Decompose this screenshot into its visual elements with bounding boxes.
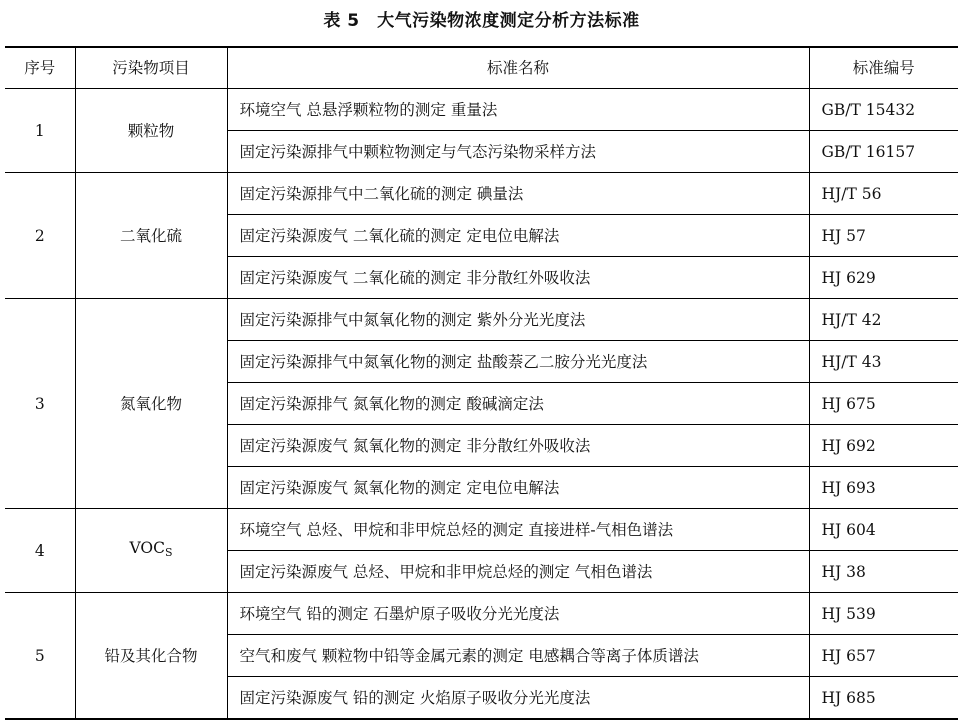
- pollutant-name: 颗粒物: [75, 89, 227, 173]
- header-row: [5, 47, 958, 89]
- standard-code: HJ 693: [809, 467, 958, 509]
- standard-name: 固定污染源排气中二氧化硫的测定 碘量法: [227, 173, 809, 215]
- pollutant-name: 铅及其化合物: [75, 593, 227, 720]
- standard-code: HJ/T 43: [809, 341, 958, 383]
- standard-name: 环境空气 铅的测定 石墨炉原子吸收分光光度法: [227, 593, 809, 635]
- standard-name: 固定污染源废气 二氧化硫的测定 非分散红外吸收法: [227, 257, 809, 299]
- serial-number: 2: [5, 173, 75, 299]
- standard-code: GB/T 16157: [809, 131, 958, 173]
- standard-code: HJ 629: [809, 257, 958, 299]
- standard-name: 固定污染源排气中氮氧化物的测定 盐酸萘乙二胺分光光度法: [227, 341, 809, 383]
- standard-name: 固定污染源排气中氮氧化物的测定 紫外分光光度法: [227, 299, 809, 341]
- standard-code: HJ 57: [809, 215, 958, 257]
- pollutant-name: 氮氧化物: [75, 299, 227, 509]
- standard-code: GB/T 15432: [809, 89, 958, 131]
- standard-name: 固定污染源废气 总烃、甲烷和非甲烷总烃的测定 气相色谱法: [227, 551, 809, 593]
- table-row: [5, 509, 958, 551]
- standard-name: 空气和废气 颗粒物中铅等金属元素的测定 电感耦合等离子体质谱法: [227, 635, 809, 677]
- standard-code: HJ 685: [809, 677, 958, 720]
- serial-number: 4: [5, 509, 75, 593]
- standard-code: HJ 539: [809, 593, 958, 635]
- standard-name: 固定污染源排气 氮氧化物的测定 酸碱滴定法: [227, 383, 809, 425]
- table-title: 表 5 大气污染物浓度测定分析方法标准: [323, 11, 640, 31]
- header-standard-code: 标准编号: [809, 47, 958, 89]
- header-no: 序号: [5, 47, 75, 89]
- standard-code: HJ 675: [809, 383, 958, 425]
- standard-code: HJ/T 42: [809, 299, 958, 341]
- standard-name: 环境空气 总悬浮颗粒物的测定 重量法: [227, 89, 809, 131]
- table-row: [5, 299, 958, 341]
- serial-number: 3: [5, 299, 75, 509]
- standard-name: 固定污染源排气中颗粒物测定与气态污染物采样方法: [227, 131, 809, 173]
- pollutant-name-subscript: S: [164, 546, 173, 559]
- standard-name: 固定污染源废气 二氧化硫的测定 定电位电解法: [227, 215, 809, 257]
- standard-code: HJ 692: [809, 425, 958, 467]
- standard-code: HJ 604: [809, 509, 958, 551]
- standard-name: 固定污染源废气 铅的测定 火焰原子吸收分光光度法: [227, 677, 809, 720]
- standard-code: HJ 38: [809, 551, 958, 593]
- serial-number: 1: [5, 89, 75, 173]
- pollutant-name: [75, 509, 227, 593]
- standards-table: [5, 46, 958, 720]
- standard-name: 固定污染源废气 氮氧化物的测定 非分散红外吸收法: [227, 425, 809, 467]
- table-row: [5, 89, 958, 131]
- standard-code: HJ 657: [809, 635, 958, 677]
- standard-name: 固定污染源废气 氮氧化物的测定 定电位电解法: [227, 467, 809, 509]
- table-row: [5, 593, 958, 635]
- table-row: [5, 173, 958, 215]
- header-standard-name: 标准名称: [227, 47, 809, 89]
- standard-code: HJ/T 56: [809, 173, 958, 215]
- pollutant-name-main: VOC: [129, 539, 165, 557]
- standard-name: 环境空气 总烃、甲烷和非甲烷总烃的测定 直接进样-气相色谱法: [227, 509, 809, 551]
- pollutant-name: 二氧化硫: [75, 173, 227, 299]
- serial-number: 5: [5, 593, 75, 720]
- header-pollutant: 污染物项目: [75, 47, 227, 89]
